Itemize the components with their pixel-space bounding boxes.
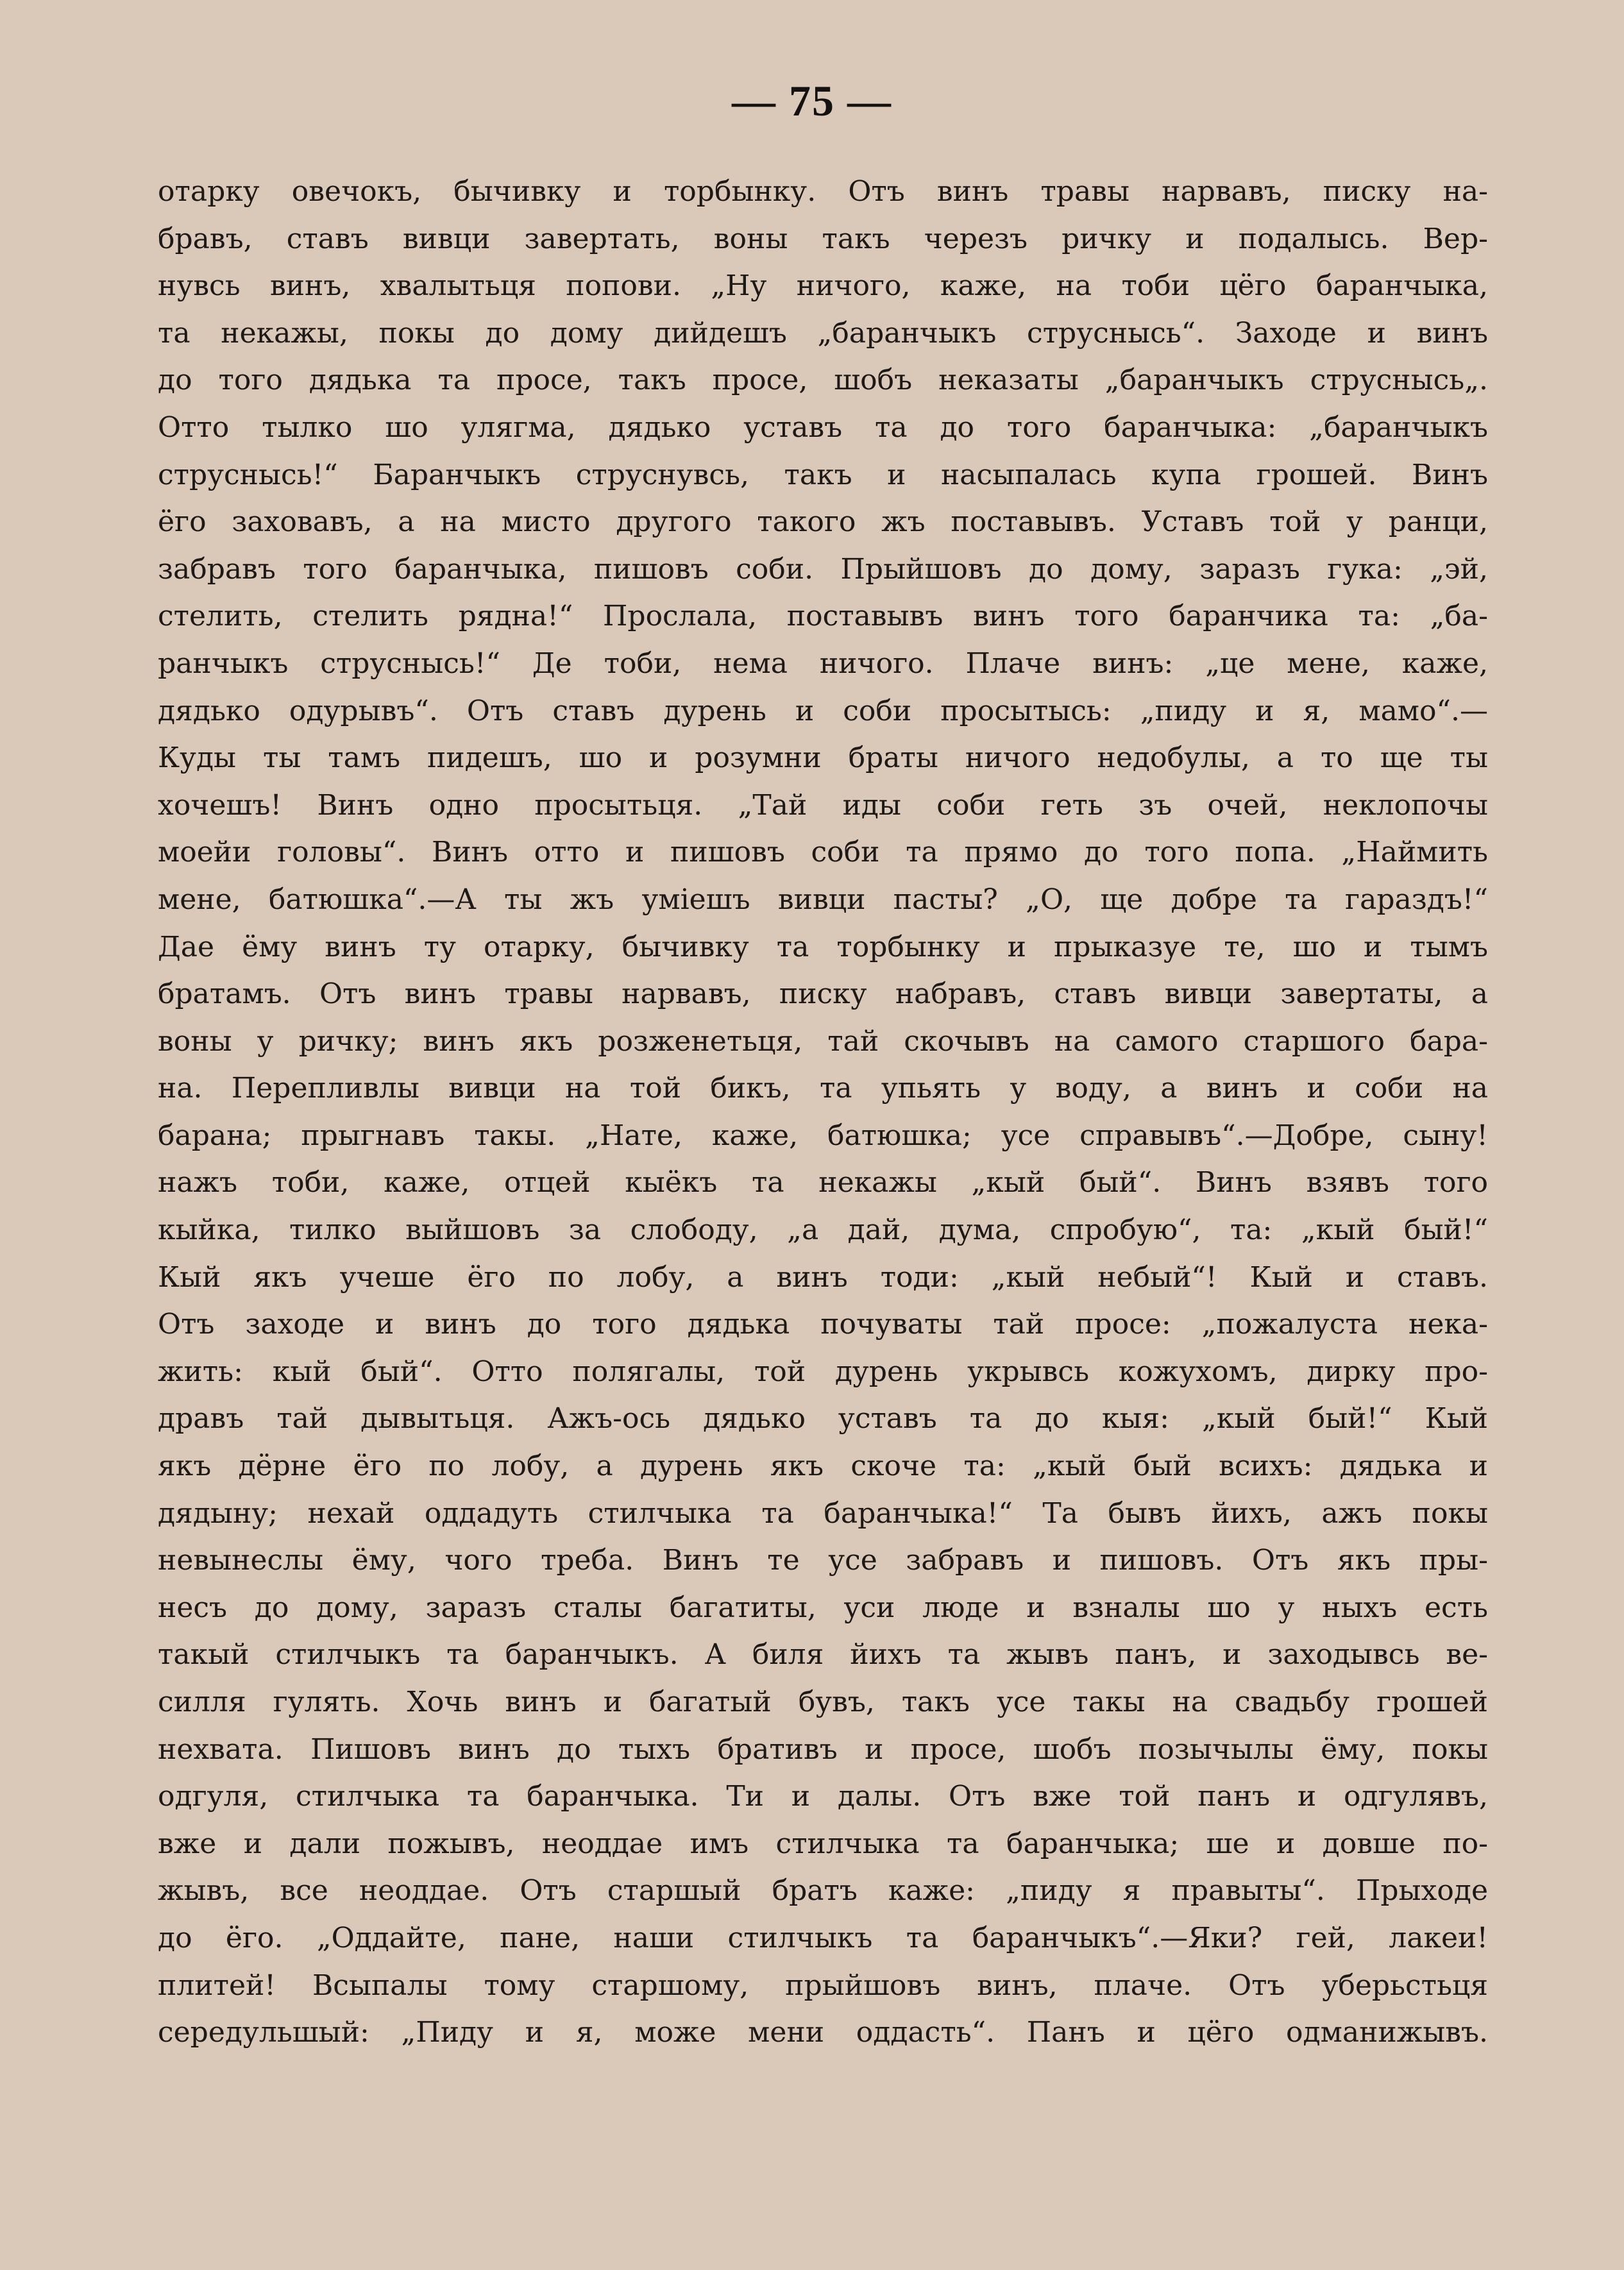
text-line: братамъ. Отъ винъ травы нарвавъ, писку набравъ, ставъ вивци завертаты, а	[158, 978, 1488, 1011]
text-line: на. Перепливлы вивци на той бикъ, та упьять у воду, а винъ и соби на	[158, 1072, 1488, 1105]
text-line: отарку овечокъ, бычивку и торбынку. Отъ винъ травы нарвавъ, писку на-	[158, 175, 1488, 208]
text-line: нажъ тоби, каже, отцей кыёкъ та некажы „кый бый“. Винъ взявъ того	[158, 1166, 1488, 1199]
text-line: кыйка, тилко выйшовъ за слободу, „а дай, дума, спробую“, та: „кый бый!“	[158, 1214, 1488, 1247]
text-line: нехвата. Пишовъ винъ до тыхъ бративъ и просе, шобъ позычылы ёму, покы	[158, 1732, 1488, 1766]
text-line: жывъ, все неоддае. Отъ старшый братъ каже: „пиду я правыты“. Прыходе	[158, 1874, 1488, 1908]
text-line: до того дядька та просе, такъ просе, шобъ неказаты „баранчыкъ струснысь„.	[158, 364, 1488, 397]
text-line: хочешъ! Винъ одно просытьця. „Тай иды соби геть зъ очей, неклопочы	[158, 788, 1488, 822]
text-line: Кый якъ учеше ёго по лобу, а винъ тоди: „кый небый“! Кый и ставъ.	[158, 1260, 1488, 1294]
text-line: барана; прыгнавъ такы. „Нате, каже, батюшка; усе справывъ“.—Добре, сыну!	[158, 1119, 1488, 1152]
text-line: стелить, стелить рядна!“ Прослала, поставывъ винъ того баранчика та: „ба-	[158, 600, 1488, 633]
text-line: несъ до дому, заразъ сталы багатиты, уси люде и взналы шо у ныхъ есть	[158, 1591, 1488, 1624]
text-line: невынеслы ёму, чого треба. Винъ те усе забравъ и пишовъ. Отъ якъ пры-	[158, 1544, 1488, 1577]
text-line: Отъ заходе и винъ до того дядька почуваты тай просе: „пожалуста нека-	[158, 1308, 1488, 1341]
text-line: ёго заховавъ, а на мисто другого такого жъ поставывъ. Уставъ той у ранци,	[158, 505, 1488, 539]
text-line: ранчыкъ струснысь!“ Де тоби, нема ничого. Плаче винъ: „це мене, каже,	[158, 647, 1488, 680]
text-line: до ёго. „Оддайте, пане, наши стилчыкъ та баранчыкъ“.—Яки? гей, лакеи!	[158, 1921, 1488, 1954]
text-line: Куды ты тамъ пидешъ, шо и розумни браты ничого недобулы, а то ще ты	[158, 741, 1488, 775]
text-line: дравъ тай дывытьця. Ажъ-ось дядько уставъ та до кыя: „кый бый!“ Кый	[158, 1402, 1488, 1436]
text-line: вже и дали пожывъ, неоддае имъ стилчыка та баранчыка; ше и довше по-	[158, 1827, 1488, 1860]
text-line: мене, батюшка“.—А ты жъ уміешъ вивци пасты? „О, ще добре та гараздъ!“	[158, 883, 1488, 916]
text-line: силля гулять. Хочь винъ и багатый бувъ, такъ усе такы на свадьбу грошей	[158, 1686, 1488, 1718]
text-line: якъ дёрне ёго по лобу, а дурень якъ скоче та: „кый бый всихъ: дядька и	[158, 1450, 1488, 1483]
text-line: дядько одурывъ“. Отъ ставъ дурень и соби просытысь: „пиду и я, мамо“.—	[158, 694, 1488, 727]
text-line: такый стилчыкъ та баранчыкъ. А биля йихъ та жывъ панъ, и заходывсь ве-	[158, 1638, 1488, 1672]
page-number: — 75 —	[732, 76, 892, 125]
text-line: дядыну; нехай оддадуть стилчыка та баранчыка!“ Та бывъ йихъ, ажъ покы	[158, 1496, 1488, 1530]
text-line: жить: кый бый“. Отто полягалы, той дурень укрывсь кожухомъ, дирку про-	[158, 1355, 1488, 1388]
text-line: бравъ, ставъ вивци завертать, воны такъ черезъ ричку и подалысь. Вер-	[158, 222, 1488, 255]
text-line: воны у ричку; винъ якъ розженетьця, тай скочывъ на самого старшого бара-	[158, 1024, 1488, 1058]
text-line: одгуля, стилчыка та баранчыка. Ти и далы. Отъ вже той панъ и одгулявъ,	[158, 1780, 1488, 1813]
body-text	[158, 168, 1488, 2056]
text-line: плитей! Всыпалы тому старшому, прыйшовъ винъ, плаче. Отъ уберьстьця	[158, 1969, 1488, 2002]
text-line: забравъ того баранчыка, пишовъ соби. Прыйшовъ до дому, заразъ гука: „эй,	[158, 552, 1488, 586]
text-line: та некажы, покы до дому дийдешъ „баранчыкъ струснысь“. Заходе и винъ	[158, 316, 1488, 350]
text-line: нувсь винъ, хвалытьця попови. „Ну ничого, каже, на тоби цёго баранчыка,	[158, 269, 1488, 303]
text-line: моейи головы“. Винъ отто и пишовъ соби та прямо до того попа. „Наймить	[158, 836, 1488, 869]
text-line: Отто тылко шо улягма, дядько уставъ та до того баранчыка: „баранчыкъ	[158, 411, 1488, 444]
text-line: середульшый: „Пиду и я, може мени оддасть“. Панъ и цёго одманижывъ.	[158, 2016, 1488, 2049]
text-line: струснысь!“ Баранчыкъ струснувсь, такъ и насыпалась купа грошей. Винъ	[158, 458, 1488, 491]
text-line: Дае ёму винъ ту отарку, бычивку та торбынку и прыказуе те, шо и тымъ	[158, 930, 1488, 963]
